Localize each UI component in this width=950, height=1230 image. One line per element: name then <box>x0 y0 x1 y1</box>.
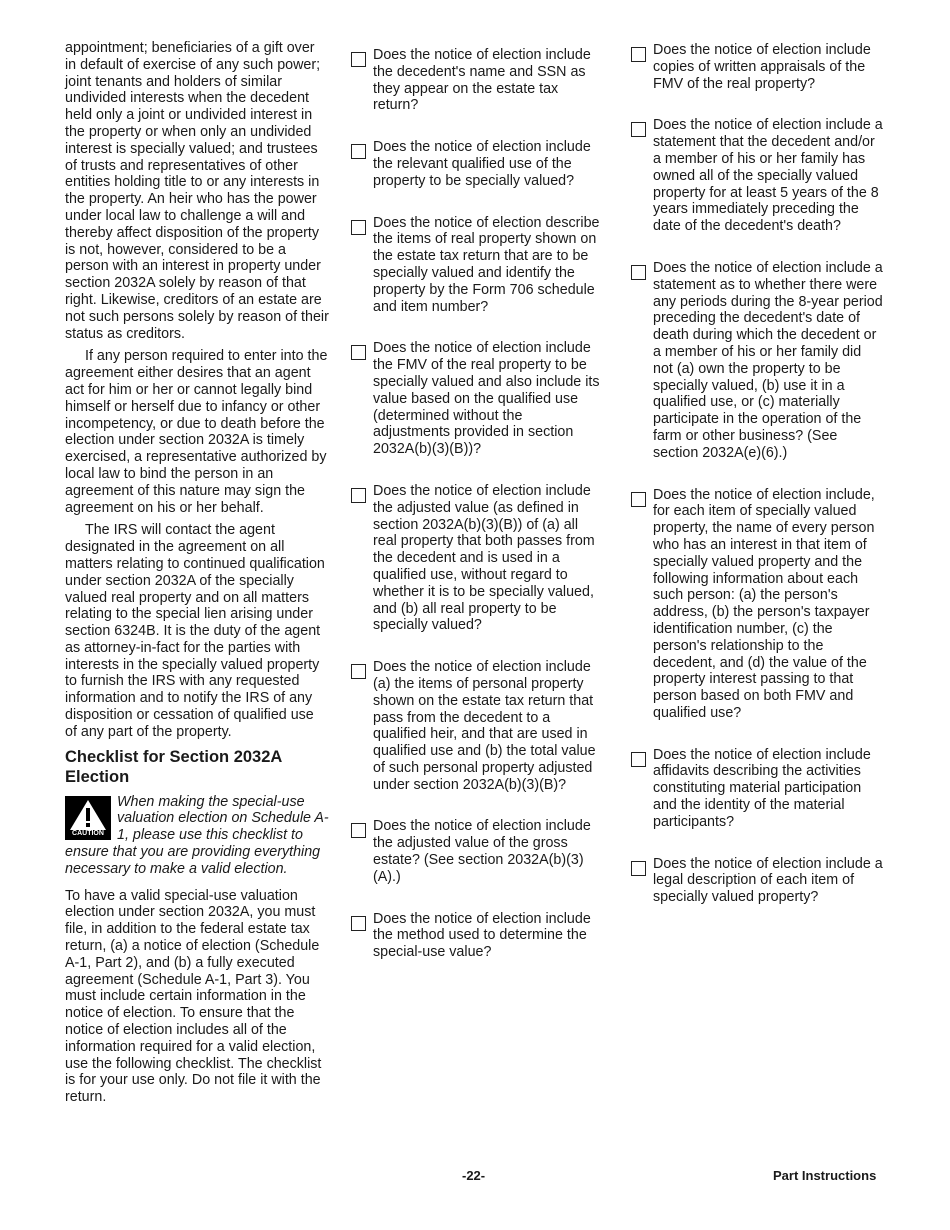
checklist-item <box>351 340 601 458</box>
paragraph-interests: appointment; beneficiaries of a gift over in default of exercise of any such power; joint tenants and holders of similar undivided interests when the decedent held only a joint or undivided interest in the property or when only an undivided interest is specially valued; and trustees of trusts and representatives of other entities holding title to or any interests in the property. An heir who has the power under local law to challenge a will and thereby affect disposition of the property is not, however, considered to be a person with an interest in property under section 2032A solely by reason of that right. Likewise, creditors of an estate are not such persons solely by reason of their status as creditors. <box>65 40 329 342</box>
checkbox[interactable] <box>631 861 646 876</box>
checkbox[interactable] <box>631 265 646 280</box>
checkbox[interactable] <box>631 47 646 62</box>
checkbox[interactable] <box>351 664 366 679</box>
checklist-item <box>351 818 601 885</box>
middle-column <box>351 47 601 986</box>
checklist-item-text: Does the notice of election describe the items of real property shown on the estate tax return that are to be specially valued and identify the property by the Form 706 schedule and item number? <box>373 214 600 315</box>
checklist-item-text: Does the notice of election include the relevant qualified use of the property to be specially valued? <box>373 139 591 189</box>
checklist-item-text: Does the notice of election include a legal description of each item of specially valued property? <box>653 855 883 906</box>
section-label: Part Instructions <box>773 1168 877 1183</box>
checklist-item-text: Does the notice of election include (a) the items of personal property shown on the estate tax return that pass from the decedent to a qualified heir, and that are used in qualified use and (b) the total value of such personal property adjusted under section 2032A(b)(3)(B)? <box>373 659 596 793</box>
left-column <box>65 40 329 1112</box>
checkbox[interactable] <box>631 752 646 767</box>
checklist-item-text: Does the notice of election include the method used to determine the special-use value? <box>373 910 591 961</box>
checklist-item <box>351 139 601 189</box>
checklist-item-text: Does the notice of election include the adjusted value (as defined in section 2032A(b)(3)(B)) of (a) all real property that both passes from the decedent and is used in a qualified use, without regard to whether it is to be specially valued, and (b) all real property to be specially valued? <box>373 482 595 634</box>
caution-label: CAUTION <box>72 829 104 837</box>
checklist-item-text: Does the notice of election include a statement as to whether there were any periods during the 8-year period preceding the decedent's date of death during which the decedent or a member of his or her family did not (a) own the property to be specially valued, (b) use it in a qualified use, or (c) materially participate in the operation of the farm or other business? (See section 2032A(e)(6).) <box>653 259 883 461</box>
checklist-item <box>351 47 601 114</box>
checkbox[interactable] <box>351 488 366 503</box>
checkbox[interactable] <box>351 345 366 360</box>
caution-text: When making the special-use valuation election on Schedule A-1, please use this checklist to ensure that you are providing everything necessary to make a valid election. <box>65 793 329 877</box>
checklist-item-text: Does the notice of election include the decedent's name and SSN as they appear on the estate tax return? <box>373 47 591 114</box>
checklist-item <box>631 487 883 722</box>
checklist-item-text: Does the notice of election include affidavits describing the activities constituting material participation and the identity of the material participants? <box>653 746 871 830</box>
checklist-item <box>351 911 601 961</box>
checkbox[interactable] <box>351 916 366 931</box>
right-column <box>631 42 883 931</box>
caution-icon <box>65 796 111 840</box>
checklist-item-text: Does the notice of election include the adjusted value of the gross estate? (See section 2032A(b)(3)(A).) <box>373 818 591 885</box>
checkbox[interactable] <box>351 144 366 159</box>
checklist-item <box>351 659 601 793</box>
caution-note <box>65 794 329 878</box>
checkbox[interactable] <box>631 492 646 507</box>
checklist-item <box>631 260 883 462</box>
checklist-item-text: Does the notice of election include a statement that the decedent and/or a member of his or her family has owned all of the specially valued property for at least 5 years of the 8 years immediately preceding the date of the decedent's death? <box>653 117 883 235</box>
checklist-item <box>351 215 601 316</box>
checklist-item <box>631 747 883 831</box>
checklist-item <box>631 856 883 906</box>
page-number: -22- <box>462 1168 486 1183</box>
checkbox[interactable] <box>351 52 366 67</box>
paragraph-agent-representative: If any person required to enter into the agreement either desires that an agent act for him or her or cannot legally bind himself or herself due to infancy or other incompetency, or due to death before the election under section 2032A is timely exercised, a representative authorized by local law to bind the person in an agreement of this nature may sign the agreement on his or her behalf. <box>65 348 328 516</box>
checkbox[interactable] <box>351 823 366 838</box>
checklist-heading: Checklist for Section 2032A Election <box>65 747 282 786</box>
checklist-item-text: Does the notice of election include, for each item of specially valued property, the name of every person who has an interest in that item of specially valued property and the following information about each such person: (a) the person's address, (b) the person's taxpayer identification number, (c) the person's relationship to the decedent, and (d) the value of the property interest passing to that person based on both FMV and qualified use? <box>653 486 875 721</box>
checklist-item <box>631 117 883 235</box>
paragraph-irs-contact: The IRS will contact the agent designated in the agreement on all matters relating to continued qualification under section 2032A of the specially valued real property and on all matters relating to the special lien arising under section 6324B. It is the duty of the agent as attorney-in-fact for the parties with interests in the specially valued property to furnish the IRS with any requested information and to notify the IRS of any disposition or cessation of qualified use of any part of the property. <box>65 522 325 740</box>
checklist-item-text: Does the notice of election include the FMV of the real property to be specially valued and also include its value based on the qualified use (determined without the adjustments provided in section 2032A(b)(3)(B))? <box>373 340 600 458</box>
checkbox[interactable] <box>631 122 646 137</box>
checklist-item <box>351 483 601 634</box>
paragraph-valid-election: To have a valid special-use valuation election under section 2032A, you must file, in addition to the federal estate tax return, (a) a notice of election (Schedule A-1, Part 2), and (b) a fully executed agreement (Schedule A-1, Part 3). You must include certain information in the notice of election. To ensure that the notice of election includes all of the information required for a valid election, use the following checklist. The checklist is for your use only. Do not file it with the return. <box>65 887 322 1106</box>
checklist-item-text: Does the notice of election include copies of written appraisals of the FMV of the real property? <box>653 42 871 92</box>
checkbox[interactable] <box>351 220 366 235</box>
checklist-item <box>631 42 883 92</box>
